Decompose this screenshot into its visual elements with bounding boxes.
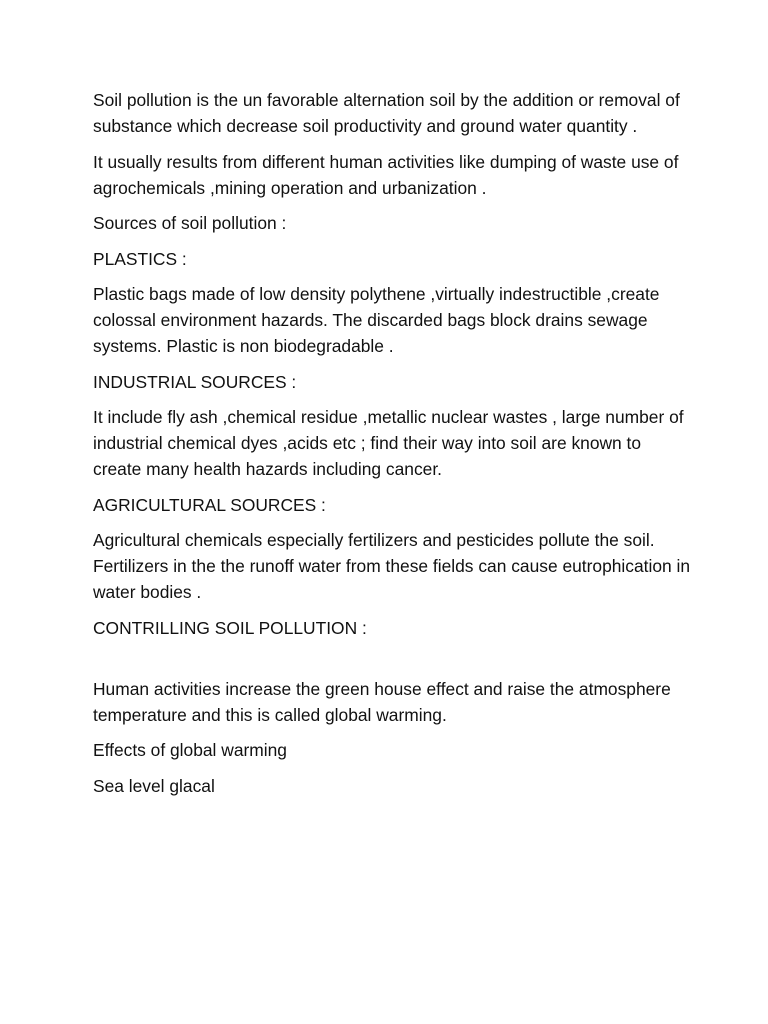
document-body (93, 87, 693, 808)
paragraph-industrial-sources: It include fly ash ,chemical residue ,metallic nuclear wastes , large number of industrial chemical dyes ,acids etc ; find their way into soil are known to create many health hazards including cancer. (93, 407, 684, 479)
paragraph-agricultural-sources: Agricultural chemicals especially fertilizers and pesticides pollute the soil. Fertilizers in the the runoff water from these fields can cause eutrophication in water bodies . (93, 530, 691, 602)
paragraph-causes: It usually results from different human activities like dumping of waste use of agrochemicals ,mining operation and urbanization . (93, 151, 679, 198)
paragraph-soil-pollution-definition: Soil pollution is the un favorable alternation soil by the addition or removal of substance which decrease soil productivity and ground water quantity . (93, 90, 680, 136)
heading-plastics: PLASTICS : (93, 248, 187, 269)
paragraph-plastics: Plastic bags made of low density polythene ,virtually indestructible ,create colossal environment hazards. The discarded bags block drains sewage systems. Plastic is non biodegradable . (93, 284, 660, 356)
heading-agricultural-sources: AGRICULTURAL SOURCES : (93, 494, 326, 515)
heading-controlling-soil-pollution: CONTRILLING SOIL POLLUTION : (93, 617, 367, 638)
heading-effects-global-warming: Effects of global warming (93, 740, 287, 760)
heading-sources: Sources of soil pollution : (93, 213, 287, 233)
heading-industrial-sources: INDUSTRIAL SOURCES : (93, 371, 297, 392)
paragraph-global-warming: Human activities increase the green house effect and raise the atmosphere temperature and this is called global warming. (93, 678, 671, 725)
paragraph-sea-level: Sea level glacal (93, 775, 215, 796)
